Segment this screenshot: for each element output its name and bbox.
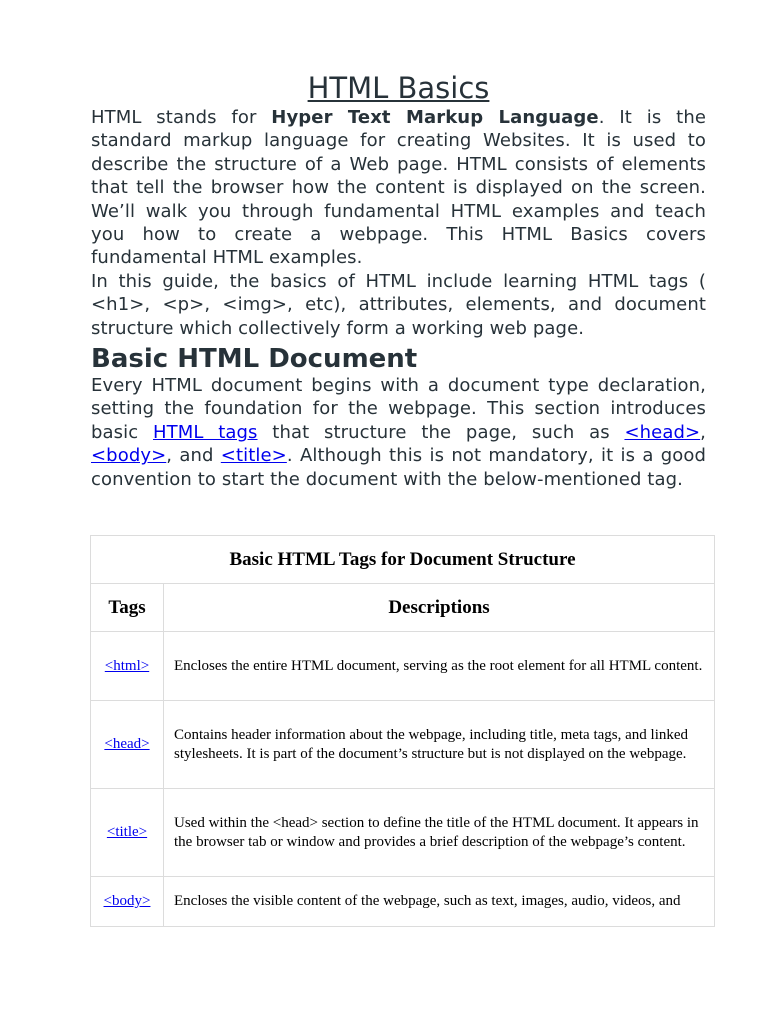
section-heading: Basic HTML Document bbox=[91, 344, 418, 375]
section-paragraph bbox=[91, 374, 706, 491]
table-header-row bbox=[91, 584, 715, 632]
body-link[interactable]: <body> bbox=[91, 445, 167, 467]
table-row bbox=[91, 701, 715, 789]
section-text-1: Every HTML document begins with a document type declaration, setting the foundation for the webpage. This section introduces basic bbox=[91, 375, 706, 443]
section-text-4: , and bbox=[166, 445, 221, 467]
tag-cell bbox=[91, 877, 164, 927]
tag-link-body[interactable]: <body> bbox=[103, 893, 151, 909]
head-link[interactable]: <head> bbox=[624, 421, 701, 443]
tag-link-title[interactable]: <title> bbox=[106, 824, 148, 840]
section-text-5: . Although this is not mandatory, it is a good convention to start the document with the below-mentioned tag. bbox=[91, 445, 706, 490]
description-cell: Used within the <head> section to define the title of the HTML document. It appears in the browser tab or window and provides a brief description of the webpage’s content. bbox=[164, 789, 715, 877]
document-page bbox=[91, 70, 706, 491]
html-tags-link[interactable]: HTML tags bbox=[152, 421, 258, 443]
table-caption-row bbox=[91, 536, 715, 584]
tag-cell bbox=[91, 632, 164, 701]
section-text-3: , bbox=[700, 421, 706, 443]
column-header-descriptions: Descriptions bbox=[164, 584, 715, 632]
table-caption: Basic HTML Tags for Document Structure bbox=[91, 536, 715, 584]
table-row bbox=[91, 877, 715, 927]
page-title: HTML Basics bbox=[307, 71, 490, 105]
section-text-2: that structure the page, such as bbox=[257, 421, 625, 443]
intro-text-pre: HTML stands for bbox=[91, 107, 272, 128]
description-cell: Encloses the visible content of the webpage, such as text, images, audio, videos, and bbox=[164, 877, 715, 927]
intro-paragraph-2: In this guide, the basics of HTML include learning HTML tags ( <h1>, <p>, <img>, etc), attributes, elements, and document structure which collectively form a working web page. bbox=[91, 270, 706, 339]
tag-cell bbox=[91, 701, 164, 789]
tags-table bbox=[90, 535, 715, 927]
tag-link-head[interactable]: <head> bbox=[104, 736, 150, 752]
tag-cell bbox=[91, 789, 164, 877]
table-row bbox=[91, 789, 715, 877]
description-cell: Contains header information about the webpage, including title, meta tags, and linked stylesheets. It is part of the document’s structure but is not displayed on the webpage. bbox=[164, 701, 715, 789]
column-header-tags: Tags bbox=[91, 584, 164, 632]
intro-bold-term: Hyper Text Markup Language bbox=[271, 107, 599, 128]
title-link[interactable]: <title> bbox=[220, 445, 287, 467]
tag-link-html[interactable]: <html> bbox=[104, 657, 150, 674]
description-cell: Encloses the entire HTML document, serving as the root element for all HTML content. bbox=[164, 632, 715, 701]
intro-paragraph-1 bbox=[91, 106, 706, 270]
table-row bbox=[91, 632, 715, 701]
intro-text-post: . It is the standard markup language for creating Websites. It is used to describe the structure of a Web page. HTML consists of elements that tell the browser how the content is displayed on the screen. We’ll walk you through fundamental HTML examples and teach you how to create a webpage. This HTML Basics covers fundamental HTML examples. bbox=[91, 107, 706, 269]
